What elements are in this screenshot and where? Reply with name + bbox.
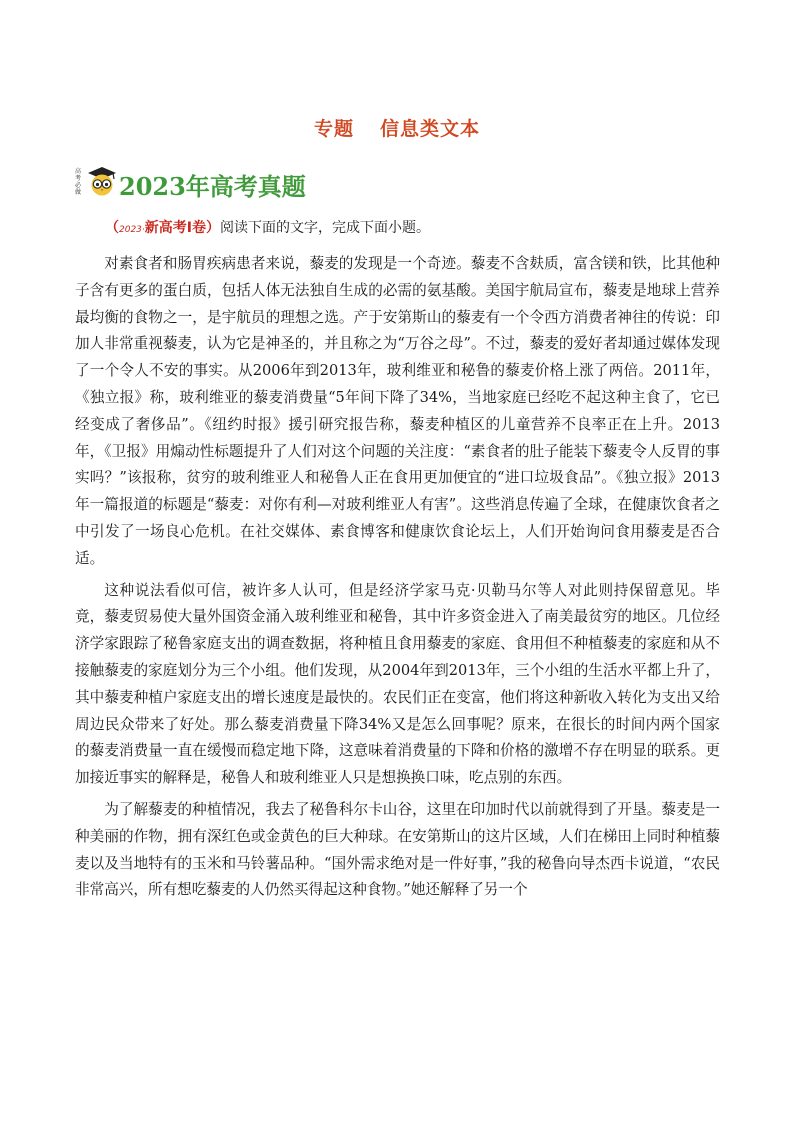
source-open: （	[105, 220, 119, 236]
exam-source: 新高考Ⅰ卷	[144, 220, 206, 236]
article-body	[75, 251, 720, 909]
section-header	[75, 164, 306, 204]
question-prompt	[105, 217, 430, 237]
source-year: 2023·	[119, 225, 145, 235]
exam-badge	[75, 164, 119, 204]
source-close: ）	[205, 220, 220, 236]
title-part-2: 信息类文本	[380, 118, 481, 140]
document-title	[0, 114, 794, 141]
paragraph: 对素食者和肠胃疾病患者来说，藜麦的发现是一个奇迹。藜麦不含麸质，富含镁和铁，比其他种子含有更多的蛋白质，包括人体无法独自生成的必需的氨基酸。美国宇航局宣布，藜麦是地球上营养最均衡的食物之一，是宇航员的理想之选。产于安第斯山的藜麦有一个令西方消费者神往的传说：印加人非常重视藜麦，认为它是神圣的，并且称之为“万谷之母”。不过，藜麦的爱好者却通过媒体发现了一个令人不安的事实。从2006年到2013年，玻利维亚和秘鲁的藜麦价格上涨了两倍。2011年，《独立报》称，玻利维亚的藜麦消费量“5年间下降了34%，当地家庭已经吃不起这种主食了，它已经变成了奢侈品”。《纽约时报》援引研究报告称，藜麦种植区的儿童营养不良率正在上升。2013年，《卫报》用煽动性标题提升了人们对这个问题的关注度：“素食者的肚子能装下藜麦令人反胃的事实吗？”该报称，贫穷的玻利维亚人和秘鲁人正在食用更加便宜的“进口垃圾食品”。《独立报》2013年一篇报道的标题是“藜麦：对你有利—对玻利维亚人有害”。这些消息传遍了全球，在健康饮食者之中引发了一场良心危机。在社交媒体、素食博客和健康饮食论坛上，人们开始询问食用藜麦是否合适。	[75, 255, 720, 567]
title-part-1: 专题	[313, 118, 354, 140]
section-title: 2023年高考真题	[119, 171, 306, 201]
badge-text: 高考必做	[75, 168, 82, 196]
owl-scholar-icon	[85, 164, 119, 196]
paragraph: 为了解藜麦的种植情况，我去了秘鲁科尔卡山谷，这里在印加时代以前就得到了开垦。藜麦是一种美丽的作物，拥有深红色或金黄色的巨大种球。在安第斯山的这片区域，人们在梯田上同时种植藜麦以及当地特有的玉米和马铃薯品种。“国外需求绝对是一件好事，”我的秘鲁向导杰西卡说道，“农民非常高兴，所有想吃藜麦的人仍然买得起这种食物。”她还解释了另一个	[75, 800, 720, 899]
question-instruction: 阅读下面的文字，完成下面小题。	[219, 220, 430, 236]
paragraph: 这种说法看似可信，被许多人认可，但是经济学家马克·贝勒马尔等人对此则持保留意见。毕竟，藜麦贸易使大量外国资金涌入玻利维亚和秘鲁，其中许多资金进入了南美最贫穷的地区。几位经济学家跟踪了秘鲁家庭支出的调查数据，将种植且食用藜麦的家庭、食用但不种植藜麦的家庭和从不接触藜麦的家庭划分为三个小组。他们发现，从2004年到2013年，三个小组的生活水平都上升了，其中藜麦种植户家庭支出的增长速度是最快的。农民们正在变富，他们将这种新收入转化为支出又给周边民众带来了好处。那么藜麦消费量下降34%又是怎么回事呢？原来，在很长的时间内两个国家的藜麦消费量一直在缓慢而稳定地下降，这意味着消费量的下降和价格的激增不存在明显的联系。更加接近事实的解释是，秘鲁人和玻利维亚人只是想换换口味，吃点别的东西。	[75, 581, 720, 787]
